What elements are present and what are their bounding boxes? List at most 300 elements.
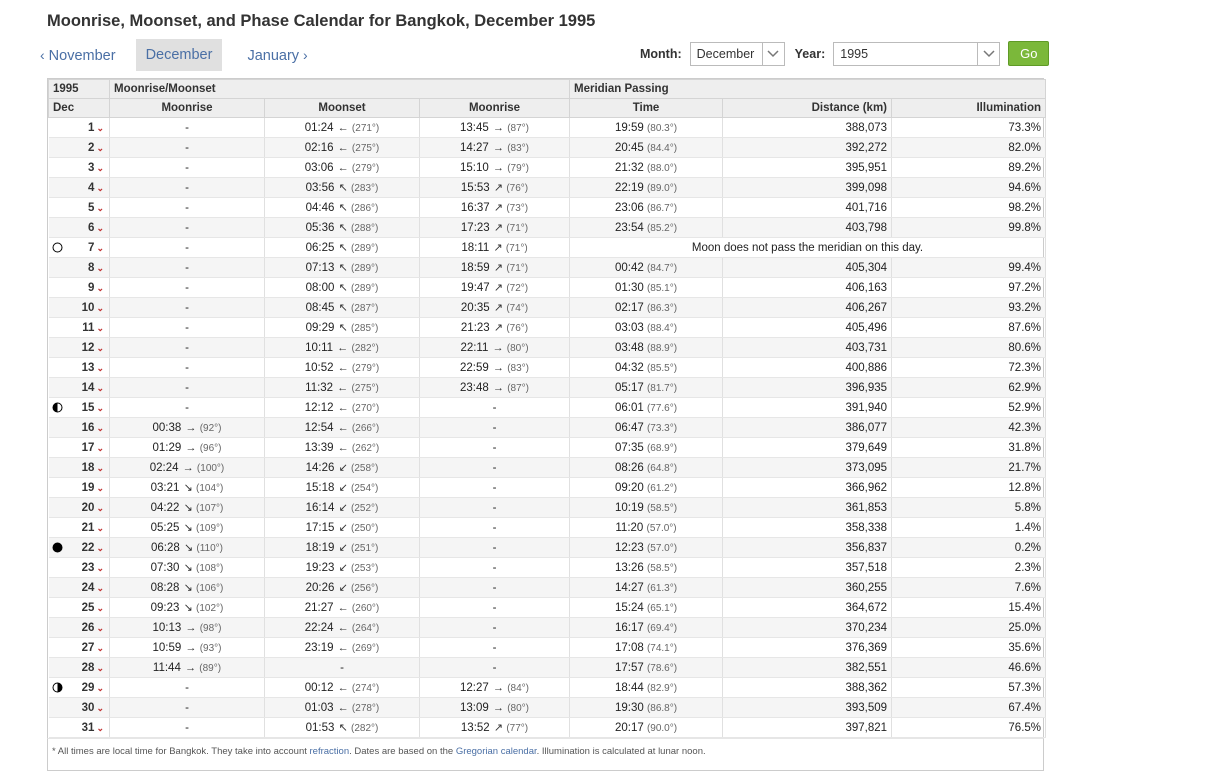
direction-arrow-icon: ↘	[183, 482, 193, 494]
meridian-time-cell	[570, 218, 723, 238]
day-cell[interactable]	[49, 718, 110, 738]
moonrise-time: 04:22	[150, 502, 180, 514]
day-cell[interactable]	[49, 438, 110, 458]
moonrise-azimuth: (89°)	[199, 662, 222, 674]
day-cell[interactable]	[49, 538, 110, 558]
moonrise-cell	[110, 598, 265, 618]
moonset-cell	[265, 138, 420, 158]
day-cell[interactable]	[49, 218, 110, 238]
expand-chevron-icon[interactable]: ⌄	[96, 262, 104, 273]
moonset-cell	[265, 418, 420, 438]
moonrise-2-azimuth: (87°)	[507, 382, 529, 394]
moonset-cell	[265, 258, 420, 278]
direction-arrow-icon: ↗	[493, 242, 503, 254]
chevron-down-icon	[762, 43, 784, 65]
meridian-time-cell	[570, 378, 723, 398]
day-number: 4	[88, 181, 95, 194]
prev-month-link[interactable]	[30, 47, 116, 64]
illumination-value: 25.0%	[1008, 621, 1042, 634]
day-cell[interactable]	[49, 698, 110, 718]
meridian-time-cell	[570, 718, 723, 738]
moonrise-time: 05:25	[150, 522, 180, 534]
distance-value: 405,304	[845, 261, 888, 274]
illumination-cell	[892, 398, 1046, 418]
day-number: 2	[88, 141, 95, 154]
distance-cell	[723, 538, 892, 558]
meridian-altitude: (58.5°)	[646, 502, 678, 514]
moonrise-cell	[110, 118, 265, 138]
day-cell[interactable]	[49, 338, 110, 358]
moonrise-azimuth: (100°)	[196, 462, 225, 474]
meridian-time: 11:20	[615, 521, 644, 534]
moonrise-2-time: -	[492, 661, 497, 674]
illumination-cell	[892, 378, 1046, 398]
expand-chevron-icon[interactable]: ⌄	[96, 402, 104, 413]
expand-chevron-icon[interactable]: ⌄	[96, 642, 104, 653]
expand-chevron-icon[interactable]: ⌄	[96, 442, 104, 453]
expand-chevron-icon[interactable]: ⌄	[96, 502, 104, 513]
direction-arrow-icon: ↘	[183, 542, 194, 554]
day-cell[interactable]	[49, 658, 110, 678]
distance-cell	[723, 318, 892, 338]
moonset-cell	[265, 678, 420, 698]
expand-chevron-icon[interactable]: ⌄	[96, 662, 104, 673]
moonset-azimuth: (289°)	[351, 263, 379, 274]
moonset-azimuth: (279°)	[351, 362, 380, 374]
illumination-value: 93.2%	[1008, 301, 1042, 314]
moonrise-2-cell	[420, 138, 570, 158]
meridian-altitude: (61.2°)	[646, 482, 678, 494]
moonrise-2-time: 18:59	[460, 262, 490, 274]
meridian-time: 22:19	[614, 181, 644, 194]
meridian-altitude: (86.3°)	[646, 302, 678, 314]
moonrise-cell	[110, 258, 265, 278]
day-cell[interactable]	[49, 678, 110, 698]
moonrise-azimuth: (92°)	[199, 422, 222, 434]
col-header-moonrise: Moonrise	[110, 99, 265, 118]
day-cell[interactable]	[49, 318, 110, 338]
direction-arrow-icon: ↗	[493, 322, 504, 334]
distance-value: 403,731	[845, 341, 888, 354]
moonrise-cell	[110, 238, 265, 258]
meridian-time: 17:57	[614, 661, 644, 674]
day-cell[interactable]	[49, 458, 110, 478]
expand-chevron-icon[interactable]: ⌄	[96, 322, 104, 333]
moonrise-2-cell	[420, 598, 570, 618]
moonrise-time: -	[185, 141, 189, 154]
moonrise-2-time: -	[492, 441, 497, 454]
day-cell[interactable]	[49, 178, 110, 198]
moonrise-azimuth: (93°)	[199, 642, 222, 654]
direction-arrow-icon: ↙	[338, 502, 348, 514]
expand-chevron-icon[interactable]: ⌄	[96, 362, 104, 373]
direction-arrow-icon: ←	[337, 141, 349, 154]
illumination-value: 87.6%	[1008, 321, 1042, 334]
moonset-cell	[265, 538, 420, 558]
expand-chevron-icon[interactable]: ⌄	[96, 462, 104, 473]
moonrise-2-azimuth: (73°)	[506, 203, 529, 214]
expand-chevron-icon[interactable]: ⌄	[96, 302, 104, 313]
moonrise-2-cell	[420, 578, 570, 598]
distance-value: 366,962	[845, 481, 888, 494]
day-cell[interactable]	[49, 498, 110, 518]
gregorian-calendar-link[interactable]: Gregorian calendar	[455, 746, 537, 757]
illumination-cell	[892, 278, 1046, 298]
direction-arrow-icon: ↘	[183, 502, 193, 514]
moonrise-2-azimuth: (74°)	[506, 303, 529, 314]
moonset-cell	[265, 218, 420, 238]
meridian-altitude: (89.0°)	[646, 182, 678, 194]
moonrise-time: -	[185, 301, 189, 314]
direction-arrow-icon: ↙	[338, 582, 348, 594]
distance-cell	[723, 498, 892, 518]
moonrise-2-time: -	[492, 501, 497, 514]
moonset-azimuth: (278°)	[351, 702, 380, 714]
moonrise-time: -	[185, 701, 189, 714]
distance-value: 403,798	[845, 221, 888, 234]
meridian-time: 10:19	[614, 501, 644, 514]
expand-chevron-icon[interactable]: ⌄	[96, 342, 104, 353]
illumination-value: 42.3%	[1008, 421, 1042, 434]
table-row	[49, 538, 1046, 558]
meridian-time-cell	[570, 658, 723, 678]
moon-phase-full-icon	[52, 242, 63, 253]
moonset-time: 03:06	[304, 161, 334, 174]
meridian-time-cell	[570, 138, 723, 158]
moonrise-time: 02:24	[149, 461, 179, 474]
go-button[interactable]: Go	[1008, 41, 1049, 66]
distance-value: 391,940	[845, 401, 888, 414]
page-title: Moonrise, Moonset, and Phase Calendar for Bangkok, December 1995	[47, 12, 596, 30]
moonrise-2-cell	[420, 378, 570, 398]
meridian-time-cell	[570, 438, 723, 458]
distance-value: 388,073	[845, 121, 888, 134]
month-navigation	[30, 39, 312, 71]
moonset-time: 06:25	[305, 242, 335, 254]
expand-chevron-icon[interactable]: ⌄	[96, 182, 104, 193]
moonrise-cell	[110, 658, 265, 678]
meridian-time-cell	[570, 698, 723, 718]
day-number: 21	[81, 521, 95, 534]
direction-arrow-icon: ←	[337, 681, 349, 694]
illumination-value: 7.6%	[1014, 581, 1042, 594]
expand-chevron-icon[interactable]: ⌄	[96, 542, 104, 553]
year-header: 1995	[49, 80, 110, 99]
moonset-cell	[265, 318, 420, 338]
year-select[interactable]	[833, 42, 1000, 66]
meridian-time: 23:06	[614, 201, 644, 214]
day-cell[interactable]	[49, 578, 110, 598]
day-cell[interactable]	[49, 418, 110, 438]
col-header-distance: Distance (km)	[723, 99, 892, 118]
expand-chevron-icon[interactable]: ⌄	[96, 622, 104, 633]
distance-value: 382,551	[845, 661, 888, 674]
moonset-cell	[265, 638, 420, 658]
day-number: 7	[88, 241, 95, 254]
day-number: 22	[81, 541, 95, 554]
illumination-cell	[892, 418, 1046, 438]
next-month-link[interactable]	[247, 47, 311, 64]
expand-chevron-icon[interactable]: ⌄	[96, 482, 104, 493]
moonrise-2-azimuth: (72°)	[506, 283, 529, 294]
illumination-value: 94.6%	[1008, 181, 1042, 194]
moonrise-2-time: 17:23	[460, 222, 490, 234]
day-cell[interactable]	[49, 278, 110, 298]
direction-arrow-icon: ↖	[338, 302, 348, 314]
illumination-cell	[892, 618, 1046, 638]
illumination-cell	[892, 178, 1046, 198]
day-cell[interactable]	[49, 298, 110, 318]
illumination-cell	[892, 478, 1046, 498]
moonrise-azimuth: (107°)	[196, 503, 224, 514]
table-row	[49, 518, 1046, 538]
table-row	[49, 318, 1046, 338]
expand-chevron-icon[interactable]: ⌄	[96, 722, 104, 733]
moonset-azimuth: (289°)	[351, 243, 379, 254]
footnote-text-2: . Dates are based on the	[349, 746, 456, 757]
illumination-value: 97.2%	[1008, 281, 1042, 294]
meridian-time: 01:30	[614, 281, 644, 294]
chevron-right-icon: ›	[303, 46, 308, 63]
moonrise-cell	[110, 198, 265, 218]
day-number: 1	[88, 121, 95, 134]
moonset-time: 22:24	[304, 621, 334, 634]
distance-cell	[723, 658, 892, 678]
moonset-time: 08:45	[305, 302, 335, 314]
distance-value: 400,886	[845, 361, 888, 374]
day-cell[interactable]	[49, 378, 110, 398]
moonset-cell	[265, 458, 420, 478]
moonrise-cell	[110, 498, 265, 518]
moonrise-2-azimuth: (79°)	[507, 162, 529, 174]
expand-chevron-icon[interactable]: ⌄	[96, 242, 104, 253]
moonrise-cell	[110, 578, 265, 598]
distance-cell	[723, 218, 892, 238]
moonrise-2-time: -	[492, 581, 497, 594]
meridian-time: 12:23	[614, 541, 644, 554]
direction-arrow-icon: ↙	[338, 462, 348, 474]
expand-chevron-icon[interactable]: ⌄	[96, 142, 104, 153]
illumination-value: 35.6%	[1008, 641, 1042, 654]
direction-arrow-icon: →	[493, 141, 504, 154]
day-cell[interactable]	[49, 238, 110, 258]
direction-arrow-icon: ←	[337, 421, 349, 434]
day-cell[interactable]	[49, 138, 110, 158]
moonset-azimuth: (253°)	[351, 563, 379, 574]
moonset-cell	[265, 498, 420, 518]
moonrise-2-time: -	[492, 421, 497, 434]
meridian-time-cell	[570, 558, 723, 578]
moonrise-2-time: -	[492, 541, 497, 554]
moonrise-time: -	[185, 221, 189, 234]
month-select[interactable]	[690, 42, 785, 66]
expand-chevron-icon[interactable]: ⌄	[96, 682, 104, 693]
distance-cell	[723, 398, 892, 418]
meridian-time: 19:30	[614, 701, 644, 714]
moonset-time: 03:56	[305, 182, 335, 194]
moonrise-2-cell	[420, 698, 570, 718]
day-cell[interactable]	[49, 598, 110, 618]
day-number: 20	[81, 501, 95, 514]
meridian-altitude: (84.7°)	[646, 262, 678, 274]
distance-value: 395,951	[845, 161, 888, 174]
illumination-value: 31.8%	[1008, 441, 1042, 454]
meridian-altitude: (77.6°)	[646, 402, 678, 414]
moonset-time: 17:15	[305, 522, 335, 534]
illumination-value: 62.9%	[1008, 381, 1042, 394]
moonrise-time: -	[185, 201, 189, 214]
meridian-passing-group-header: Meridian Passing	[570, 80, 1046, 99]
illumination-cell	[892, 578, 1046, 598]
day-number: 19	[81, 481, 95, 494]
day-number: 26	[81, 621, 95, 634]
day-number: 29	[81, 681, 95, 694]
day-cell[interactable]	[49, 258, 110, 278]
moonrise-azimuth: (98°)	[199, 622, 222, 634]
moonrise-2-azimuth: (71°)	[506, 263, 529, 274]
distance-cell	[723, 258, 892, 278]
moonrise-cell	[110, 638, 265, 658]
moonrise-cell	[110, 518, 265, 538]
distance-value: 386,077	[845, 421, 888, 434]
moonrise-2-azimuth: (83°)	[507, 142, 529, 154]
moonrise-cell	[110, 478, 265, 498]
moonset-time: 08:00	[305, 282, 335, 294]
expand-chevron-icon[interactable]: ⌄	[96, 602, 104, 613]
moonset-azimuth: (282°)	[351, 723, 379, 734]
expand-chevron-icon[interactable]: ⌄	[96, 162, 104, 173]
illumination-value: 99.8%	[1008, 221, 1042, 234]
col-header-moonrise-2: Moonrise	[420, 99, 570, 118]
moonrise-2-time: 15:53	[460, 182, 490, 194]
table-row	[49, 258, 1046, 278]
direction-arrow-icon: ↖	[338, 222, 348, 234]
expand-chevron-icon[interactable]: ⌄	[96, 582, 104, 593]
direction-arrow-icon: ↗	[493, 182, 504, 194]
table-row	[49, 278, 1046, 298]
distance-cell	[723, 178, 892, 198]
day-cell[interactable]	[49, 618, 110, 638]
distance-cell	[723, 298, 892, 318]
direction-arrow-icon: ↗	[493, 302, 504, 314]
day-number: 14	[81, 381, 95, 394]
direction-arrow-icon: ←	[337, 621, 349, 634]
meridian-time: 19:59	[614, 121, 644, 134]
moonset-azimuth: (264°)	[351, 622, 380, 634]
moonrise-2-cell	[420, 518, 570, 538]
expand-chevron-icon[interactable]: ⌄	[96, 422, 104, 433]
moonrise-moonset-group-header: Moonrise/Moonset	[110, 80, 570, 99]
moonset-time: 00:12	[304, 681, 334, 694]
direction-arrow-icon: ↙	[338, 482, 348, 494]
table-row	[49, 498, 1046, 518]
direction-arrow-icon: →	[493, 681, 504, 694]
day-cell[interactable]	[49, 198, 110, 218]
expand-chevron-icon[interactable]: ⌄	[96, 562, 104, 573]
illumination-cell	[892, 518, 1046, 538]
expand-chevron-icon[interactable]: ⌄	[96, 282, 104, 293]
distance-cell	[723, 598, 892, 618]
meridian-time-cell	[570, 478, 723, 498]
illumination-cell	[892, 218, 1046, 238]
meridian-altitude: (69.4°)	[646, 622, 678, 634]
expand-chevron-icon[interactable]: ⌄	[96, 382, 104, 393]
direction-arrow-icon: ←	[337, 341, 349, 354]
refraction-link[interactable]: refraction	[309, 746, 350, 757]
moonset-time: 19:23	[305, 562, 335, 574]
day-cell[interactable]	[49, 158, 110, 178]
expand-chevron-icon[interactable]: ⌄	[96, 222, 104, 233]
direction-arrow-icon: ↗	[493, 262, 504, 274]
distance-value: 393,509	[845, 701, 888, 714]
moonrise-2-time: 12:27	[460, 681, 489, 694]
day-cell[interactable]	[49, 558, 110, 578]
distance-cell	[723, 638, 892, 658]
day-cell[interactable]	[49, 518, 110, 538]
direction-arrow-icon: →	[185, 641, 197, 654]
meridian-time: 06:01	[614, 401, 644, 414]
meridian-altitude: (73.3°)	[646, 422, 678, 434]
meridian-altitude: (61.3°)	[646, 582, 678, 594]
direction-arrow-icon: ←	[337, 601, 349, 614]
expand-chevron-icon[interactable]: ⌄	[96, 522, 104, 533]
expand-chevron-icon[interactable]: ⌄	[96, 702, 104, 713]
meridian-time-cell	[570, 578, 723, 598]
moonrise-time: 10:13	[152, 621, 182, 634]
moonrise-cell	[110, 698, 265, 718]
day-cell[interactable]	[49, 358, 110, 378]
expand-chevron-icon[interactable]: ⌄	[96, 202, 104, 213]
table-row	[49, 478, 1046, 498]
meridian-time: 03:03	[614, 321, 644, 334]
table-row	[49, 138, 1046, 158]
direction-arrow-icon: →	[493, 361, 504, 374]
moonrise-2-time: -	[492, 461, 497, 474]
moonrise-time: 06:28	[150, 542, 180, 554]
moonset-azimuth: (256°)	[351, 583, 379, 594]
moonrise-2-cell	[420, 238, 570, 258]
distance-value: 376,369	[845, 641, 888, 654]
moonrise-2-azimuth: (80°)	[507, 702, 529, 714]
direction-arrow-icon: →	[493, 381, 504, 394]
moonrise-time: -	[185, 381, 189, 394]
day-cell[interactable]	[49, 118, 110, 138]
expand-chevron-icon[interactable]: ⌄	[96, 122, 104, 133]
meridian-time-cell	[570, 358, 723, 378]
moonrise-2-cell	[420, 418, 570, 438]
table-row	[49, 598, 1046, 618]
current-month-tab[interactable]: December	[136, 39, 223, 71]
meridian-time-cell	[570, 618, 723, 638]
moonrise-time: -	[185, 261, 189, 274]
moonrise-azimuth: (104°)	[196, 483, 224, 494]
moonrise-2-time: 18:11	[461, 242, 490, 254]
direction-arrow-icon: ↗	[493, 202, 504, 214]
distance-value: 356,837	[845, 541, 888, 554]
illumination-value: 46.6%	[1008, 661, 1042, 674]
day-cell[interactable]	[49, 638, 110, 658]
moonset-azimuth: (286°)	[351, 203, 379, 214]
moonrise-time: 00:38	[152, 421, 182, 434]
illumination-cell	[892, 538, 1046, 558]
meridian-altitude: (85.5°)	[646, 362, 678, 374]
date-selector-form	[640, 41, 1049, 66]
day-cell[interactable]	[49, 398, 110, 418]
direction-arrow-icon: ←	[337, 381, 349, 394]
direction-arrow-icon: ←	[337, 361, 349, 374]
next-month-label: January	[247, 47, 300, 64]
day-cell[interactable]	[49, 478, 110, 498]
